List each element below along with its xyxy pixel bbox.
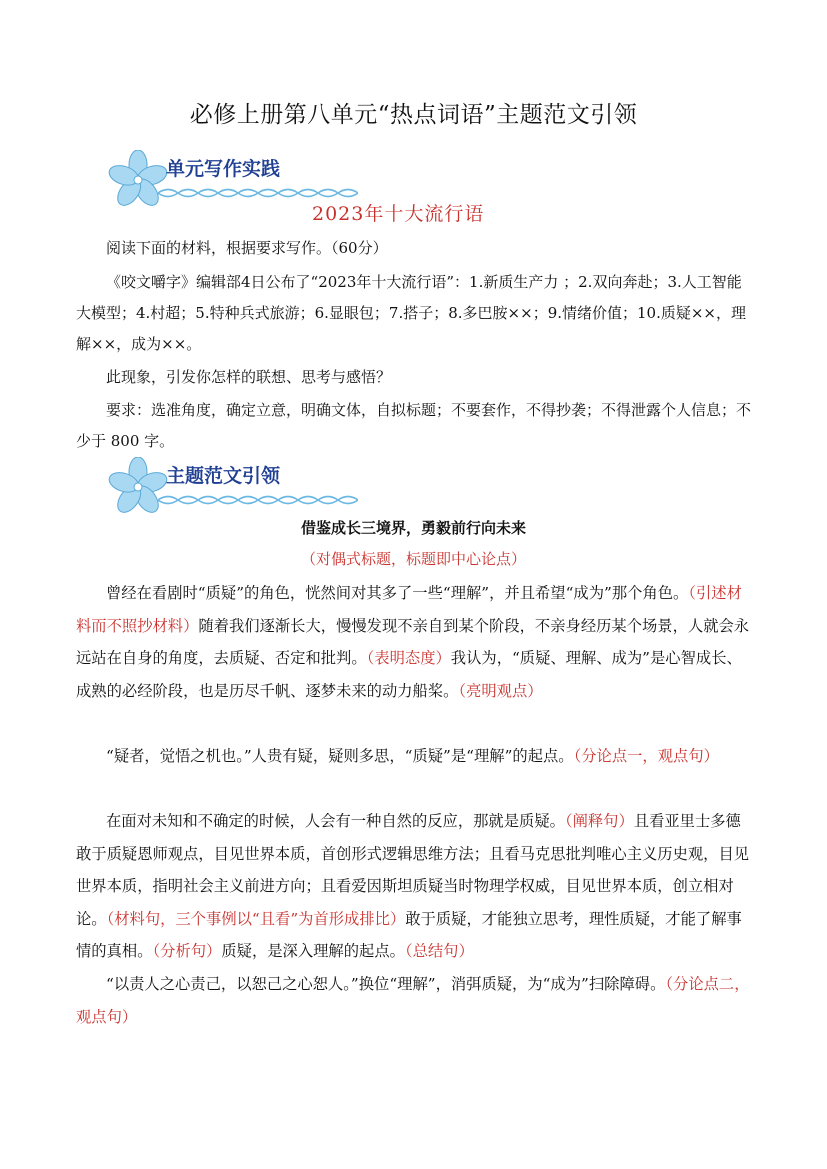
essay-text: 且看亚里士多德敢于质疑恩师观点，目见世界本质，首创形式逻辑思维方法；且看马克思批判唯心主义历史观，目见世界本质，指明社会主义前进方向；且看爱因斯坦质疑当时物理学权威，目见世界本质，创立相对论。: [76, 812, 750, 928]
essay-paragraph-2: [76, 740, 756, 773]
annotation-note: （总结句）: [404, 942, 474, 960]
essay-text: 我认为，“质疑、理解、成为”是心智成长、成熟的必经阶段，也是历尽千帆、逐梦未来的动力船桨。: [76, 649, 742, 700]
essay-text: “疑者，觉悟之机也。”人贵有疑，疑则多思，“质疑”是“理解”的起点。: [106, 747, 574, 765]
annotation-note: （分析句）: [152, 942, 222, 960]
document-title: 必修上册第八单元“热点词语”主题范文引领: [189, 102, 638, 128]
essay-text: 敢于质疑，才能独立思考，理性质疑，才能了解事情的真相。: [76, 909, 742, 960]
prompt-material: 《咬文嚼字》编辑部4日公布了“2023年十大流行语”：1.新质生产力 ；2.双向奔赴；3.人工智能大模型；4.村超；5.特种兵式旅游；6.显眼包；7.搭子；8.多巴胺××；9.情绪价值；10.质疑××，理解××，成为××。: [76, 273, 747, 353]
essay-title-note: （对偶式标题，标题即中心论点）: [300, 550, 526, 568]
essay-paragraph-4: [76, 968, 756, 1033]
prompt-requirements: 要求：选准角度，确定立意，明确文体，自拟标题；不要套作，不得抄袭；不得泄露个人信息；不少于 800 字。: [76, 401, 752, 450]
annotation-note: （分论点一，观点句）: [573, 747, 719, 765]
annotation-note: （阐释句）: [564, 812, 634, 830]
prompt-question: 此现象，引发你怎样的联想、思考与感悟？: [106, 368, 392, 386]
section-heading-label: 主题范文引领: [166, 465, 281, 487]
annotation-note: （表明态度）: [366, 649, 451, 667]
essay-text: 随着我们逐渐长大，慢慢发现不亲自到某个阶段，不亲身经历某个场景，人就会永远站在自身的角度，去质疑、否定和批判。: [76, 616, 750, 667]
annotation-note: （材料句，三个事例以“且看”为首形成排比）: [106, 909, 406, 928]
essay-text: “以责人之心责己，以恕己之心恕人。”换位“理解”，消弭质疑，为“成为”扫除障碍。: [106, 975, 666, 993]
essay-text: 曾经在看剧时“质疑”的角色，恍然间对其多了一些“理解”，并且希望“成为”那个角色。: [106, 584, 689, 602]
essay-paragraph-3: [76, 805, 756, 968]
wave-divider: [158, 186, 358, 200]
essay-paragraph-1: [76, 577, 756, 707]
annotation-note: （亮明观点）: [458, 681, 543, 700]
section-heading-model-essay: [104, 457, 524, 517]
flower-icon: [104, 150, 174, 212]
flower-icon: [104, 457, 174, 519]
topic-title: 2023年十大流行语: [312, 203, 485, 225]
wave-divider: [158, 493, 358, 507]
annotation-note: （引述材料而不照抄材料）: [76, 584, 742, 635]
annotation-note: （分论点二，观点句）: [76, 975, 750, 1026]
essay-text: 质疑，是深入理解的起点。: [221, 942, 405, 960]
essay-text: 在面对未知和不确定的时候，人会有一种自然的反应，那就是质疑。: [106, 812, 565, 830]
section-heading-label: 单元写作实践: [166, 158, 281, 180]
prompt-intro: 阅读下面的材料，根据要求写作。（60分）: [106, 239, 388, 257]
essay-title: 借鉴成长三境界，勇毅前行向未来: [300, 519, 526, 537]
